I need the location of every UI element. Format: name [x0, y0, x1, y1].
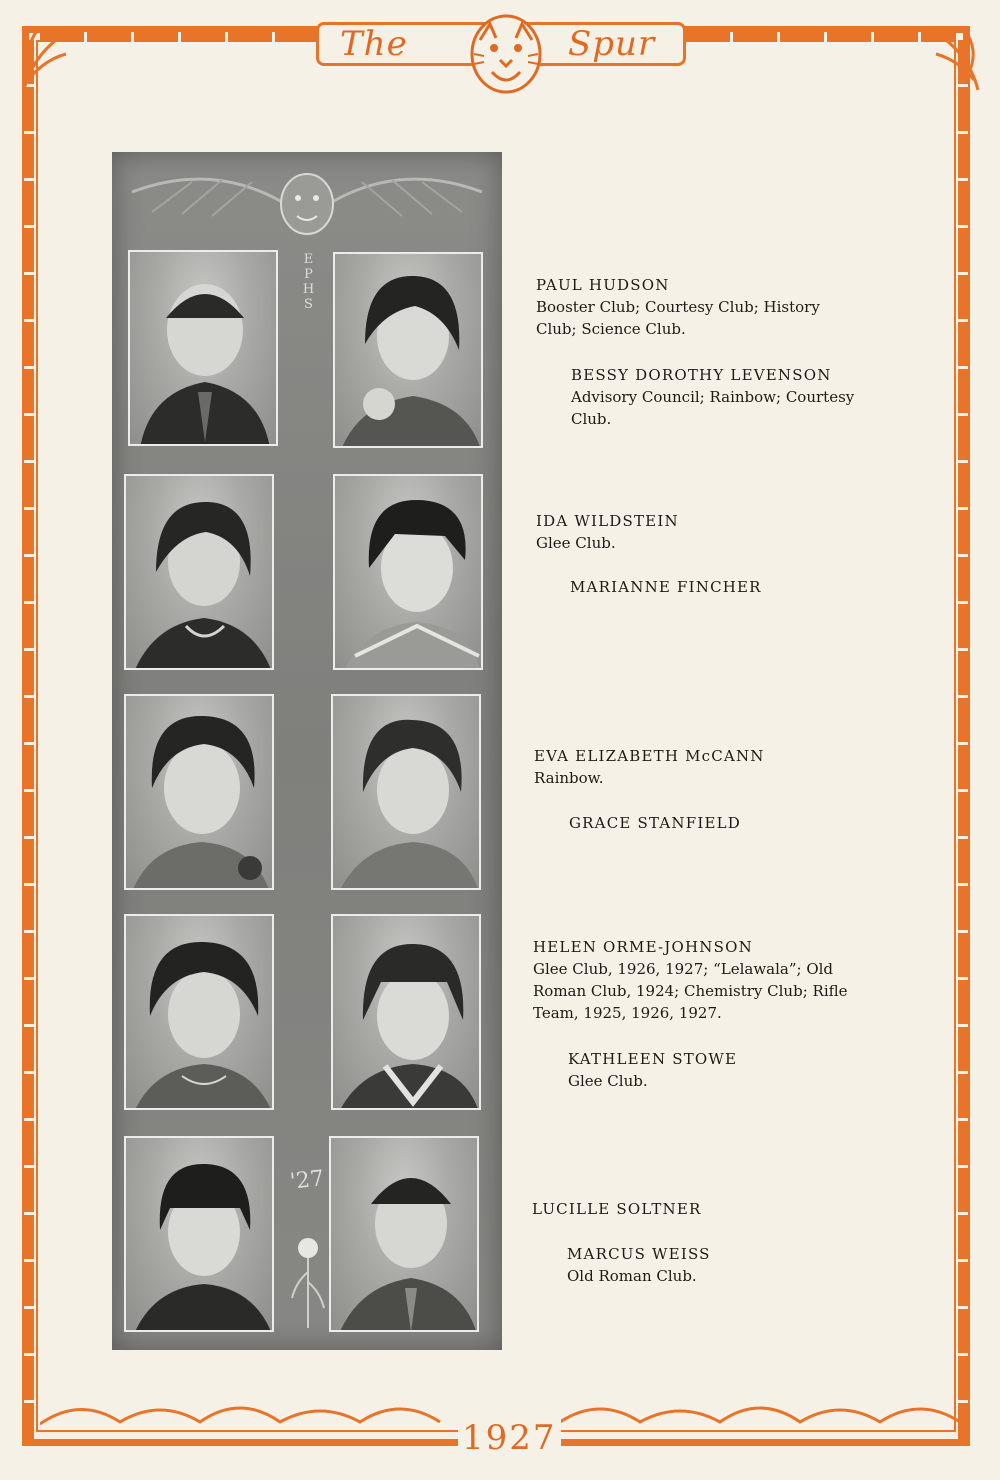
bamboo-left [24, 40, 34, 1440]
student-name: PAUL HUDSON [536, 276, 670, 294]
student-activities: Glee Club. [536, 534, 616, 552]
palm-decoration [288, 1232, 328, 1332]
student-activities: Advisory Council; Rainbow; Courtesy [571, 388, 855, 406]
entry-eva-mccann [534, 745, 765, 789]
portrait-bessy-levenson [333, 252, 483, 448]
student-activities: Club; Science Club. [536, 320, 686, 338]
portrait-lucille-soltner [124, 1136, 274, 1332]
entry-helen-orme-johnson [533, 936, 848, 1024]
entry-paul-hudson [536, 274, 820, 340]
student-name: KATHLEEN STOWE [568, 1050, 738, 1068]
tiger-crest-art [112, 152, 502, 242]
entry-marianne-fincher [570, 576, 762, 598]
student-name: MARIANNE FINCHER [570, 578, 762, 596]
corner-foliage-top-right [918, 20, 988, 100]
portrait-paul-hudson [128, 250, 278, 446]
student-name: BESSY DOROTHY LEVENSON [571, 366, 832, 384]
student-activities: Club. [571, 410, 612, 428]
portrait-marcus-weiss [329, 1136, 479, 1332]
tiger-head-icon [466, 10, 546, 100]
portrait-eva-mccann [124, 694, 274, 890]
student-name: MARCUS WEISS [567, 1245, 711, 1263]
class-year-mark: '27 [288, 1166, 326, 1195]
student-activities: Old Roman Club. [567, 1267, 697, 1285]
school-monogram: EPHS [301, 252, 316, 312]
entry-kathleen-stowe [568, 1048, 737, 1092]
entry-ida-wildstein [536, 510, 679, 554]
portrait-helen-orme-johnson [124, 914, 274, 1110]
entry-marcus-weiss [567, 1243, 711, 1287]
student-name: IDA WILDSTEIN [536, 512, 679, 530]
title-word-the: The [340, 24, 408, 64]
student-activities: Rainbow. [534, 769, 604, 787]
entry-grace-stanfield [569, 812, 741, 834]
student-name: EVA ELIZABETH McCANN [534, 747, 765, 765]
bamboo-top-right [686, 32, 956, 42]
student-activities: Glee Club. [568, 1072, 648, 1090]
student-activities: Team, 1925, 1926, 1927. [533, 1004, 722, 1022]
portrait-grace-stanfield [331, 694, 481, 890]
entry-lucille-soltner [532, 1198, 702, 1220]
portrait-kathleen-stowe [331, 914, 481, 1110]
student-activities: Roman Club, 1924; Chemistry Club; Rifle [533, 982, 848, 1000]
student-activities: Glee Club, 1926, 1927; “Lelawala”; Old [533, 960, 834, 978]
student-name: HELEN ORME-JOHNSON [533, 938, 753, 956]
student-activities: Booster Club; Courtesy Club; History [536, 298, 820, 316]
bamboo-right [958, 40, 968, 1440]
portrait-ida-wildstein [124, 474, 274, 670]
student-name: LUCILLE SOLTNER [532, 1200, 702, 1218]
footer-year: 1927 [458, 1418, 561, 1458]
corner-foliage-top-left [14, 20, 84, 100]
portrait-marianne-fincher [333, 474, 483, 670]
title-word-spur: Spur [568, 24, 656, 64]
student-name: GRACE STANFIELD [569, 814, 741, 832]
entry-bessy-levenson [571, 364, 854, 430]
